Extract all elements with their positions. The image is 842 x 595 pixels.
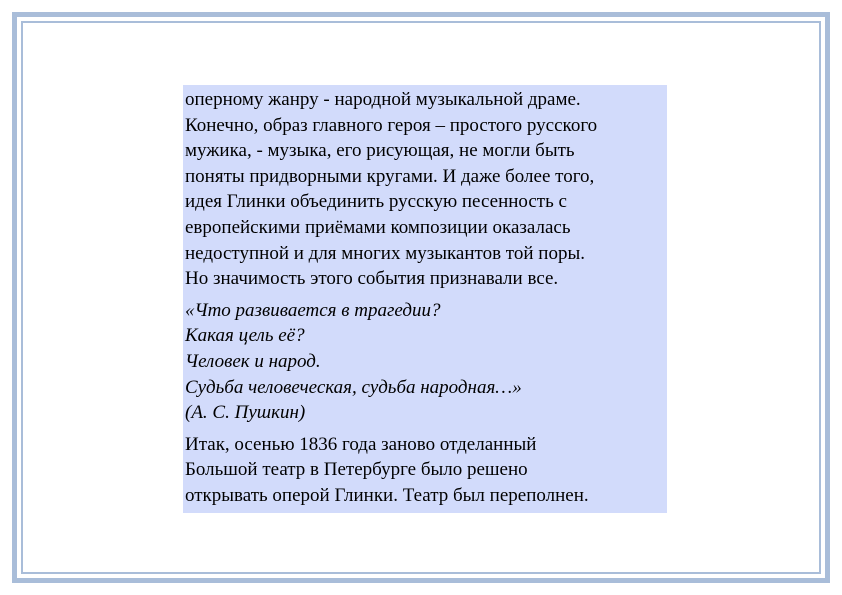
- paragraph-intro: [185, 87, 667, 292]
- quote-line: «Что развивается в трагедии?: [185, 299, 441, 321]
- text-line: Большой театр в Петербурге было решено: [185, 459, 528, 481]
- quote-attribution: (А. С. Пушкин): [185, 402, 306, 424]
- paragraph-conclusion: [185, 432, 667, 509]
- quote-line: Какая цель её?: [185, 325, 305, 347]
- text-box: [183, 85, 667, 513]
- text-line: Но значимость этого события признавали все.: [185, 268, 559, 290]
- text-line: оперному жанру - народной музыкальной драме.: [185, 89, 581, 110]
- text-line: поняты придворными кругами. И даже более того,: [185, 165, 595, 187]
- text-line: мужика, - музыка, его рисующая, не могли быть: [185, 140, 575, 162]
- text-line: открывать оперой Глинки. Театр был переполнен.: [185, 484, 589, 506]
- text-line: европейскими приёмами композиции оказалась: [185, 216, 571, 238]
- quote-line: Судьба человеческая, судьба народная…»: [185, 376, 522, 398]
- text-line: Конечно, образ главного героя – простого русского: [185, 114, 598, 136]
- text-line: идея Глинки объединить русскую песенность с: [185, 191, 567, 213]
- text-line: Итак, осенью 1836 года заново отделанный: [185, 433, 537, 455]
- quote-line: Человек и народ.: [185, 350, 321, 372]
- text-line: недоступной и для многих музыкантов той поры.: [185, 242, 585, 264]
- pushkin-quote: [185, 298, 667, 426]
